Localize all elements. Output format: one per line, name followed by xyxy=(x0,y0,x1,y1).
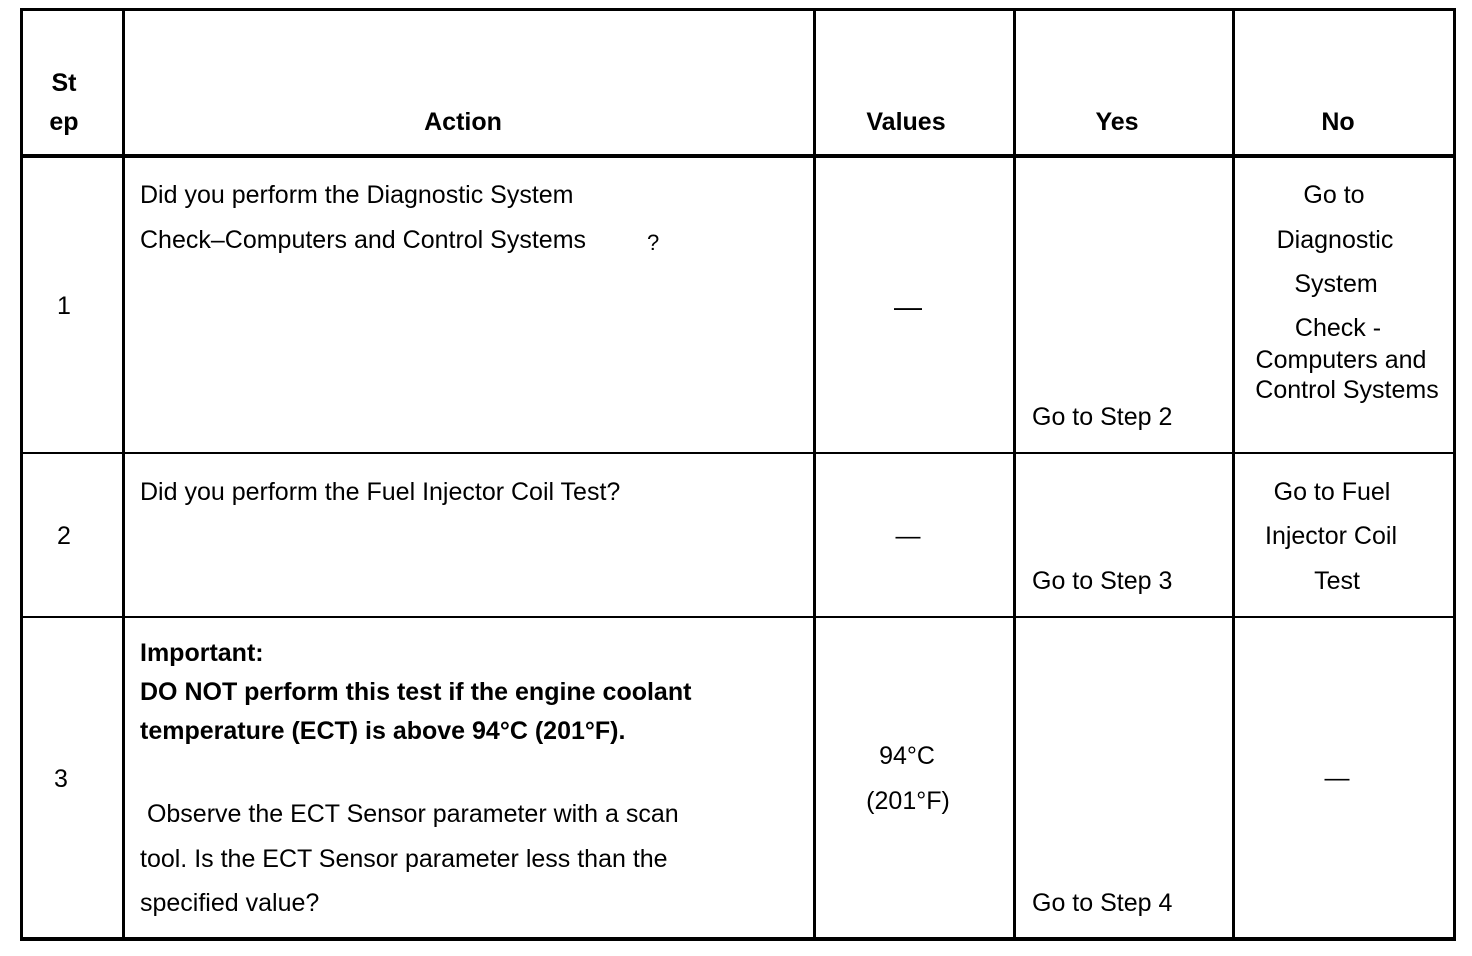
header-action: Action xyxy=(424,108,502,136)
row3-values-line-2: (201°F) xyxy=(866,787,950,815)
row1-action-line-1: Did you perform the Diagnostic System xyxy=(140,181,574,209)
row3-important-label: Important: xyxy=(140,639,264,667)
row1-no-line-6: Control Systems xyxy=(1255,376,1439,404)
table-border-right xyxy=(1453,8,1456,941)
row2-action-line-1: Did you perform the Fuel Injector Coil Test? xyxy=(140,478,621,506)
row1-step: 1 xyxy=(57,292,71,320)
row1-no-line-3: System xyxy=(1294,270,1378,298)
row3-action-line-2: tool. Is the ECT Sensor parameter less than the xyxy=(140,845,668,873)
row3-yes: Go to Step 4 xyxy=(1032,889,1173,917)
row1-no-line-1: Go to xyxy=(1303,181,1365,209)
column-divider-yes xyxy=(1232,8,1235,941)
row1-action-line-2: Check–Computers and Control Systems xyxy=(140,226,587,254)
header-step-line-1: St xyxy=(51,69,77,97)
row3-action-line-1: Observe the ECT Sensor parameter with a scan xyxy=(140,800,679,828)
header-divider xyxy=(20,154,1456,158)
row1-action-question-mark: ? xyxy=(647,230,660,255)
table-border-top xyxy=(20,8,1456,11)
row-divider-1 xyxy=(20,452,1456,454)
row1-no-line-2: Diagnostic xyxy=(1276,226,1394,254)
row2-no-line-1: Go to Fuel xyxy=(1273,478,1391,506)
row2-no-line-3: Test xyxy=(1314,567,1360,595)
row2-yes: Go to Step 3 xyxy=(1032,567,1173,595)
row1-values: — xyxy=(894,291,922,322)
row2-step: 2 xyxy=(57,522,71,550)
table-border-left xyxy=(20,8,23,941)
row3-warning-line-1: DO NOT perform this test if the engine coolant xyxy=(140,678,692,706)
row2-no-line-2: Injector Coil xyxy=(1265,522,1397,550)
row1-no-line-5: Computers and xyxy=(1255,346,1427,374)
column-divider-values xyxy=(1013,8,1016,941)
row2-values: — xyxy=(895,522,921,550)
header-values: Values xyxy=(866,108,946,136)
header-yes: Yes xyxy=(1095,108,1139,136)
row-divider-2 xyxy=(20,616,1456,618)
table-border-bottom xyxy=(20,937,1456,941)
row3-action-line-3: specified value? xyxy=(140,889,320,917)
row3-step: 3 xyxy=(54,765,68,793)
row3-no: — xyxy=(1324,764,1350,792)
header-step-line-2: ep xyxy=(49,108,79,136)
column-divider-action xyxy=(813,8,816,941)
column-divider-step xyxy=(122,8,125,941)
header-no: No xyxy=(1321,108,1355,136)
row3-warning-line-2: temperature (ECT) is above 94°C (201°F). xyxy=(140,717,626,745)
row1-yes: Go to Step 2 xyxy=(1032,403,1173,431)
row1-no-line-4: Check - xyxy=(1294,314,1382,342)
row3-values-line-1: 94°C xyxy=(879,742,935,770)
